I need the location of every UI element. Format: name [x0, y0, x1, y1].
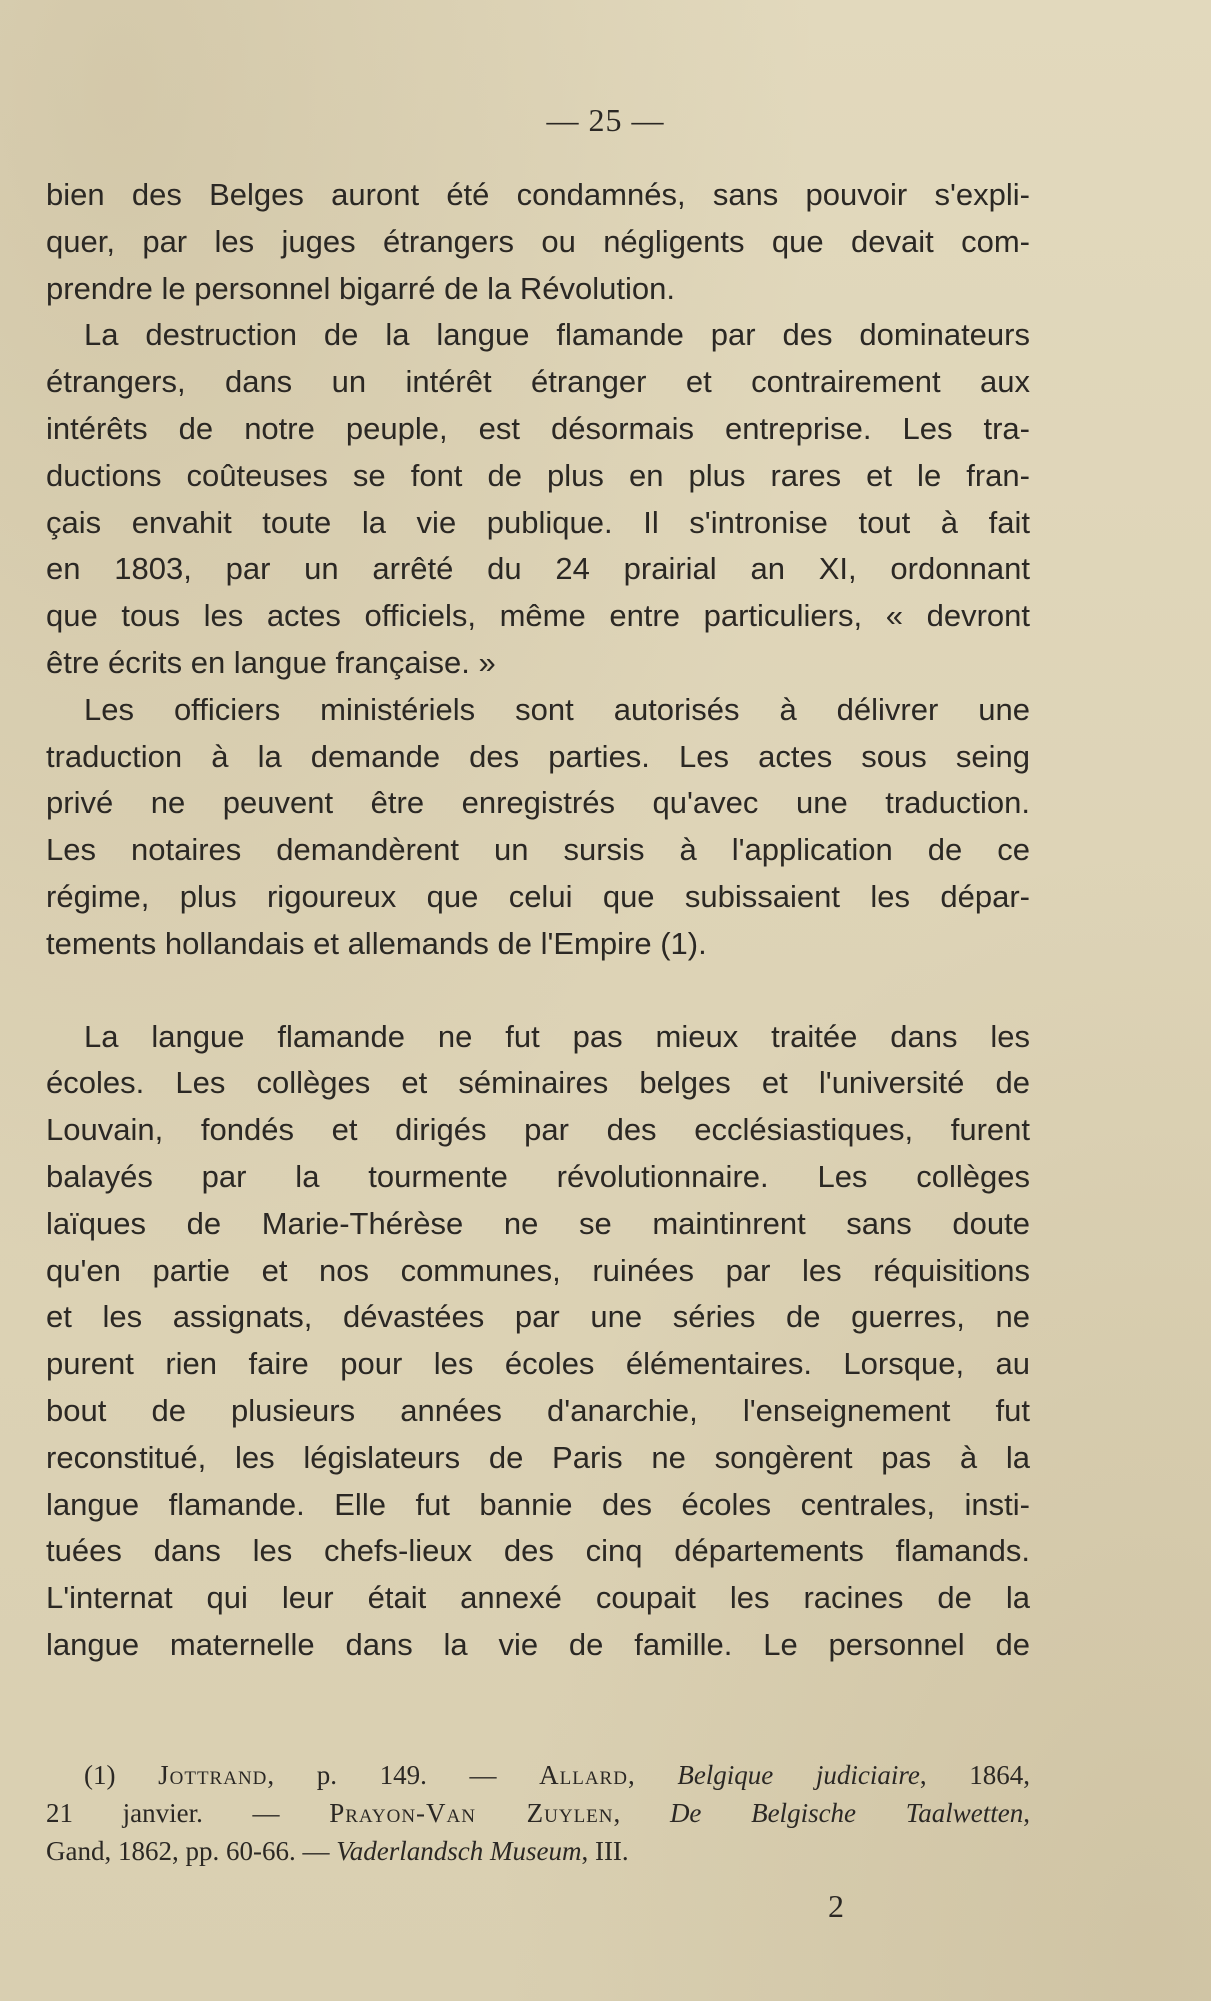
- text-line: intérêts de notre peuple, est désormais entreprise. Les tra-: [46, 410, 1030, 446]
- footnote-text: , 1864,: [919, 1760, 1031, 1790]
- text-line: purent rien faire pour les écoles élémentaires. Lorsque, au: [46, 1346, 1030, 1382]
- text-line: tuées dans les chefs-lieux des cinq départements flamands.: [46, 1533, 1030, 1569]
- text-line: Les officiers ministériels sont autorisés à délivrer une: [84, 691, 1030, 727]
- footnote-text: 21 janvier. —: [46, 1798, 330, 1828]
- footnote-text: ,: [627, 1760, 678, 1790]
- text-line: privé ne peuvent être enregistrés qu'avec une traduction.: [46, 785, 1030, 821]
- page-number: — 25 —: [546, 102, 665, 138]
- text-line: La destruction de la langue flamande par des dominateurs: [84, 317, 1030, 353]
- footnote-line: [46, 1832, 1030, 1870]
- footnote: [46, 1756, 1030, 1870]
- text-line: tements hollandais et allemands de l'Empire (1).: [46, 925, 707, 961]
- text-line: prendre le personnel bigarré de la Révolution.: [46, 270, 676, 306]
- body-text: [46, 172, 1030, 1669]
- footnote-line: [46, 1794, 1030, 1832]
- footnote-number: (1): [84, 1760, 116, 1790]
- footnote-text: ,: [1023, 1798, 1030, 1828]
- footnote-title: Vaderlandsch Museum: [336, 1836, 582, 1866]
- text-line: que tous les actes officiels, même entre particuliers, « devront: [46, 598, 1030, 634]
- text-line: langue flamande. Elle fut bannie des écoles centrales, insti-: [46, 1486, 1030, 1522]
- text-line: Louvain, fondés et dirigés par des ecclésiastiques, furent: [46, 1112, 1030, 1148]
- text-line: çais envahit toute la vie publique. Il s'intronise tout à fait: [46, 504, 1030, 540]
- footnote-text: , p. 149. —: [267, 1760, 540, 1790]
- text-line: langue maternelle dans la vie de famille. Le personnel de: [46, 1626, 1030, 1662]
- text-line: bout de plusieurs années d'anarchie, l'enseignement fut: [46, 1392, 1030, 1428]
- text-line: écoles. Les collèges et séminaires belges et l'université de: [46, 1065, 1030, 1101]
- text-line: bien des Belges auront été condamnés, sans pouvoir s'expli-: [46, 177, 1030, 212]
- text-line: régime, plus rigoureux que celui que subissaient les dépar-: [46, 878, 1030, 914]
- text-line: Les notaires demandèrent un sursis à l'application de ce: [46, 832, 1030, 868]
- text-line: ductions coûteuses se font de plus en plus rares et le fran-: [46, 457, 1030, 493]
- footnote-author: Prayon-Van Zuylen: [329, 1798, 614, 1828]
- text-line: La langue flamande ne fut pas mieux traitée dans les: [84, 1018, 1030, 1054]
- footnote-author: Jottrand: [158, 1760, 268, 1790]
- text-line: en 1803, par un arrêté du 24 prairial an XI, ordonnant: [46, 551, 1030, 587]
- text-line: L'internat qui leur était annexé coupait les racines de la: [46, 1580, 1030, 1616]
- signature-mark: 2: [828, 1888, 844, 1924]
- footnote-text: ,: [613, 1798, 670, 1828]
- footnote-line: [46, 1756, 1030, 1794]
- paragraph-gap: [46, 968, 1030, 1014]
- text-line: laïques de Marie-Thérèse ne se maintinrent sans doute: [46, 1205, 1030, 1241]
- text-line: être écrits en langue française. »: [46, 644, 496, 680]
- text-line: qu'en partie et nos communes, ruinées par les réquisitions: [46, 1252, 1030, 1288]
- text-line: traduction à la demande des parties. Les actes sous seing: [46, 738, 1030, 774]
- footnote-text: Gand, 1862, pp. 60-66. —: [46, 1836, 337, 1866]
- text-line: balayés par la tourmente révolutionnaire. Les collèges: [46, 1158, 1030, 1194]
- text-line: étrangers, dans un intérêt étranger et contrairement aux: [46, 364, 1030, 400]
- text-line: et les assignats, dévastées par une séries de guerres, ne: [46, 1299, 1030, 1335]
- footnote-author: Allard: [539, 1760, 628, 1790]
- footnote-title: Belgique judiciaire: [677, 1760, 920, 1790]
- footnote-text: , III.: [581, 1836, 629, 1866]
- text-line: quer, par les juges étrangers ou négligents que devait com-: [46, 223, 1030, 259]
- footnote-title: De Belgische Taalwetten: [669, 1798, 1024, 1828]
- text-line: reconstitué, les législateurs de Paris ne songèrent pas à la: [46, 1439, 1030, 1475]
